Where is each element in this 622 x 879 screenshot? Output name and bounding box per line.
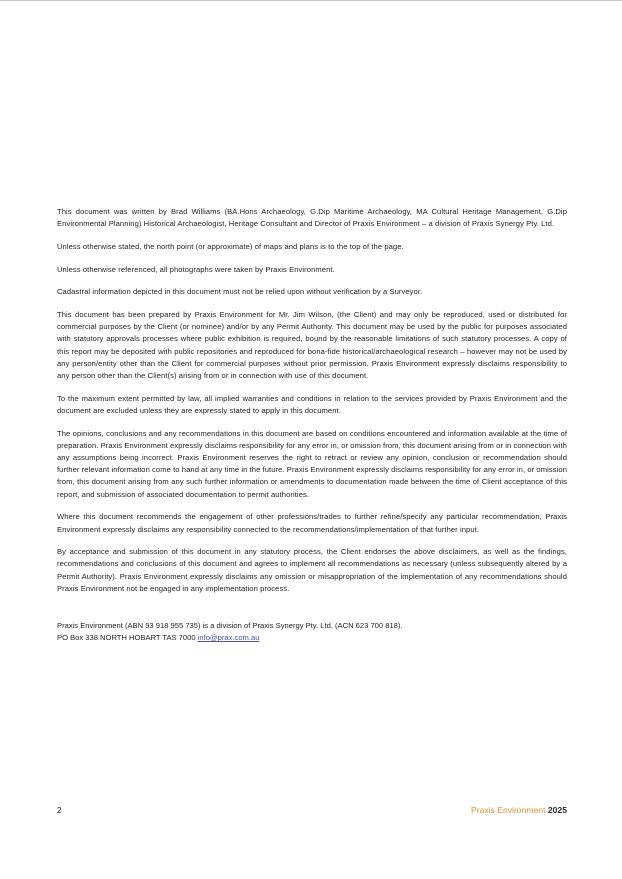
- email-link[interactable]: info@prax.com.au: [197, 633, 260, 643]
- contact-abn-line: Praxis Environment (ABN 93 918 955 735) is a division of Praxis Synergy Pty. Ltd. (ACN 623 700 818).: [57, 621, 403, 630]
- paragraph-warranties: To the maximum extent permitted by law, all implied warranties and conditions in relation to the services provided by Praxis Environment and the document are excluded unless they are expressly stated to apply in this document.: [57, 393, 567, 415]
- paragraph-other-professions: Where this document recommends the engagement of other professions/trades to further refine/specify any particular recommendation, Praxis Environment expressly disclaims any responsibility connected to the recommendations/implementation of that further input.: [57, 512, 567, 534]
- footer-brand-year: 2025: [547, 805, 567, 815]
- paragraph-photographs: Unless otherwise referenced, all photographs were taken by Praxis Environment.: [57, 264, 335, 274]
- footer-brand: [471, 805, 567, 815]
- paragraph-preparation-client: This document has been prepared by Praxis Environment for Mr. Jim Wilson, (the Client) and may only be reproduced, used or distributed for commercial purposes by the Client (or nominee) and/or by any Permit Authority. This document may be used by the public for purposes associated with statutory approvals processes where public exhibition is required, bound by the reasonable limitations of such statutory processes. A copy of this report may be deposited with public repositories and reproduced for bona-fide historical/archaeological research – however may not be used by any person/entity other than the Client for commercial purposes without prior permission. Praxis Environment expressly disclaims responsibility to any person other than the Client(s) arising from or in connection with use of this document.: [57, 310, 567, 381]
- paragraph-acceptance: By acceptance and submission of this document in any statutory process, the Client endorses the above disclaimers, as well as the findings, recommendations and conclusions of this document and agrees to implement all recommendations as necessary (unless subsequently altered by a Permit Authority). Praxis Environment expressly disclaims any omission or misappropriation of the implementation of any recommendations should Praxis Environment not be engaged in any implementation process.: [57, 547, 567, 593]
- page-number: 2: [57, 805, 62, 815]
- footer-brand-name: Praxis Environment: [470, 805, 546, 815]
- paragraph-north-point: Unless otherwise stated, the north point (or approximate) of maps and plans is to the top of the page.: [57, 241, 404, 251]
- page-footer: [57, 801, 567, 819]
- contact-details: [57, 620, 567, 644]
- contact-address-line: [57, 632, 567, 644]
- paragraph-authorship: This document was written by Brad Williams (BA.Hons Archaeology, G.Dip Maritime Archaeology, MA Cultural Heritage Management, G.Dip Environmental Planning) Historical Archaeologist, Heritage Consultant and Director of Praxis Environment – a division of Praxis Synergy Pty. Ltd.: [57, 207, 567, 229]
- disclaimer-text-block: [57, 206, 567, 595]
- contact-address-text: PO Box 338 NORTH HOBART TAS 7000: [57, 633, 198, 643]
- paragraph-opinions: The opinions, conclusions and any recommendations in this document are based on conditions encountered and information available at the time of preparation. Praxis Environment expressly disclaims responsibility for any error in, or omission from, this document arising from or in connection with any assumptions being incorrect. Praxis Environment reserves the right to retract or review any opinion, conclusion or recommendation should further relevant information come to hand at any time in the future. Praxis Environment expressly disclaims responsibility for any error in, or omission from, this document arising from any such further information or amendments to documentation made between the time of Client acceptance of this report, and submission of associated documentation to permit authorities.: [57, 428, 567, 499]
- paragraph-cadastral: Cadastral information depicted in this document must not be relied upon without verification by a Surveyor.: [57, 287, 423, 297]
